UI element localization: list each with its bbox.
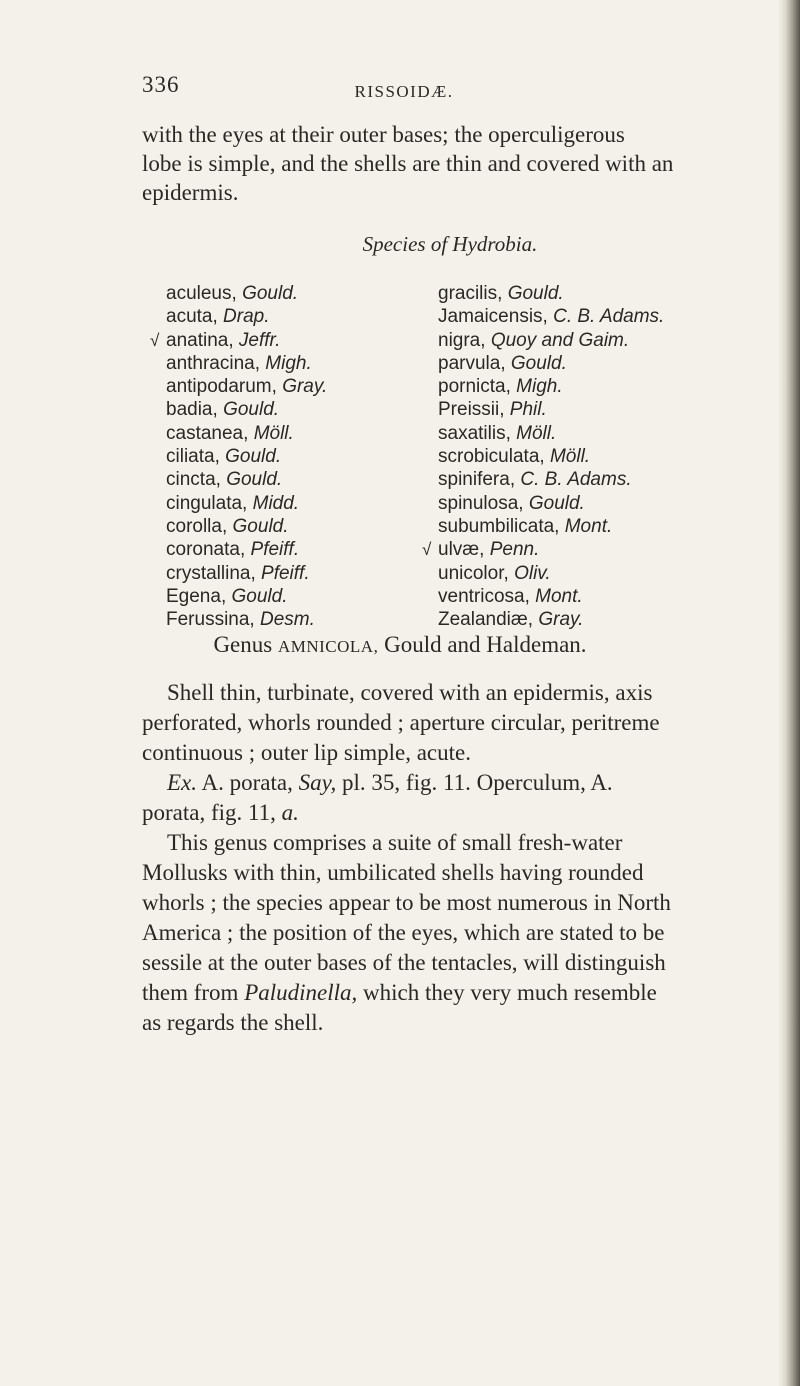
species-list-left [150, 282, 328, 631]
species-entry [166, 445, 327, 468]
species-entry [438, 515, 664, 538]
text-line: This genus comprises a suite of small fresh-water [167, 830, 623, 855]
species-entry [166, 608, 327, 631]
species-entry [438, 608, 664, 631]
species-name: acuta, [166, 306, 218, 328]
species-name: pornicta, [438, 376, 511, 398]
text-line: epidermis. [142, 180, 239, 205]
species-name: parvula, [438, 352, 506, 374]
species-entry [166, 375, 327, 398]
genus-name: AMNICOLA, [277, 637, 379, 656]
species-entry [150, 329, 327, 352]
species-entry [438, 375, 664, 398]
species-author: Gould. [232, 515, 289, 537]
genus-prefix: Genus [213, 632, 273, 657]
species-name: saxatilis, [438, 422, 511, 444]
species-entry [438, 329, 664, 352]
species-author: Penn. [489, 539, 540, 561]
species-author: Gould. [226, 469, 283, 491]
species-author: Mont. [535, 585, 583, 607]
species-name: unicolor, [438, 562, 509, 584]
species-author: Möll. [549, 446, 591, 468]
species-author: C. B. Adams. [553, 306, 665, 328]
check-mark-icon: √ [150, 330, 160, 350]
example-line: Ex. A. porata, Say, pl. 35, fig. 11. Operculum, A. [167, 770, 613, 795]
text-line: sessile at the outer bases of the tentacles, will distinguish [142, 950, 666, 975]
species-name: coronata, [166, 539, 246, 561]
species-entry [438, 282, 664, 305]
species-name: corolla, [166, 515, 228, 537]
species-entry [166, 468, 327, 491]
species-name: spinulosa, [438, 492, 524, 514]
check-mark-icon: √ [422, 540, 432, 560]
species-name: ulvæ, [438, 539, 485, 561]
species-name: badia, [166, 399, 218, 421]
species-author: Gould. [507, 283, 564, 304]
species-name: ventricosa, [438, 585, 530, 607]
genus-heading [0, 632, 800, 658]
species-name: gracilis, [438, 283, 503, 304]
species-entry [438, 398, 664, 421]
text-line: America ; the position of the eyes, which are stated to be [142, 920, 665, 945]
species-entry [438, 585, 664, 608]
species-name: cingulata, [166, 492, 248, 514]
species-name: subumbilicata, [438, 515, 560, 537]
species-name: castanea, [166, 422, 249, 444]
species-entry [438, 492, 664, 515]
species-name: crystallina, [166, 562, 256, 584]
species-entry [438, 445, 664, 468]
species-author: Gray. [282, 376, 328, 398]
species-author: Gray. [538, 609, 584, 631]
species-entry [166, 515, 327, 538]
species-entry [438, 468, 664, 491]
species-author: Desm. [259, 609, 315, 631]
species-name: nigra, [438, 329, 486, 351]
species-name: ciliata, [166, 446, 220, 468]
species-author: Pfeiff. [261, 562, 310, 584]
text-line: whorls ; the species appear to be most numerous in North [142, 890, 671, 915]
running-head: RISSOIDÆ. [354, 82, 454, 101]
text-line: Shell thin, turbinate, covered with an epidermis, axis [167, 680, 653, 705]
genus-authors: Gould and Haldeman. [384, 632, 587, 657]
species-entry [422, 538, 664, 561]
species-author: Gould. [510, 352, 567, 374]
genus-description [142, 678, 762, 1038]
text-line: them from Paludinella, which they very much resemble [142, 980, 657, 1005]
species-author: Midd. [252, 492, 300, 514]
page-number: 336 [142, 72, 180, 97]
text-line: Mollusks with thin, umbilicated shells having rounded [142, 860, 644, 885]
species-author: Mont. [564, 515, 613, 537]
species-name: scrobiculata, [438, 446, 545, 468]
species-entry [166, 538, 327, 561]
species-author: Jeffr. [238, 329, 281, 351]
page-header [142, 72, 642, 102]
page-edge-shadow [778, 0, 800, 1386]
species-name: spinifera, [438, 469, 516, 491]
species-entry [166, 422, 327, 445]
text-line: perforated, whorls rounded ; aperture circular, peritreme [142, 710, 660, 735]
species-entry [166, 585, 327, 608]
species-author: Drap. [223, 306, 270, 328]
species-name: Egena, [166, 585, 227, 607]
species-entry [166, 492, 327, 515]
species-entry [166, 352, 327, 375]
species-name: Preissii, [438, 399, 505, 421]
species-author: C. B. Adams. [520, 469, 632, 491]
species-author: Oliv. [514, 562, 551, 584]
species-author: Möll. [516, 422, 557, 444]
species-author: Quoy and Gaim. [490, 329, 630, 351]
species-entry [166, 282, 327, 305]
species-name: Ferussina, [166, 609, 255, 631]
species-name: Jamaicensis, [438, 306, 548, 328]
species-name: anthracina, [166, 352, 261, 374]
species-author: Gould. [223, 399, 280, 421]
species-author: Gould. [528, 492, 585, 514]
species-author: Möll. [253, 422, 294, 444]
species-author: Phil. [509, 399, 547, 421]
species-entry [166, 305, 327, 328]
intro-paragraph [142, 120, 762, 207]
species-name: aculeus, [166, 283, 237, 304]
text-line: as regards the shell. [142, 1010, 324, 1035]
species-entry [166, 562, 327, 585]
species-author: Gould. [225, 446, 282, 468]
species-author: Migh. [516, 376, 563, 398]
species-author: Pfeiff. [250, 539, 300, 561]
species-name: antipodarum, [166, 376, 277, 398]
species-entry [438, 352, 664, 375]
species-name: anatina, [166, 329, 234, 351]
text-line: with the eyes at their outer bases; the operculigerous [142, 122, 625, 147]
species-entry [438, 422, 664, 445]
species-name: cincta, [166, 469, 221, 491]
species-heading: Species of Hydrobia. [362, 232, 538, 256]
species-entry [166, 398, 327, 421]
text-line: lobe is simple, and the shells are thin and covered with an [142, 151, 674, 176]
species-author: Gould. [242, 283, 299, 304]
species-entry [438, 305, 664, 328]
species-entry [438, 562, 664, 585]
text-line: continuous ; outer lip simple, acute. [142, 740, 471, 765]
species-list-right [422, 282, 665, 631]
species-name: Zealandiæ, [438, 609, 534, 631]
species-author: Migh. [265, 352, 312, 374]
example-line: porata, fig. 11, a. [142, 800, 299, 825]
species-author: Gould. [231, 585, 288, 607]
